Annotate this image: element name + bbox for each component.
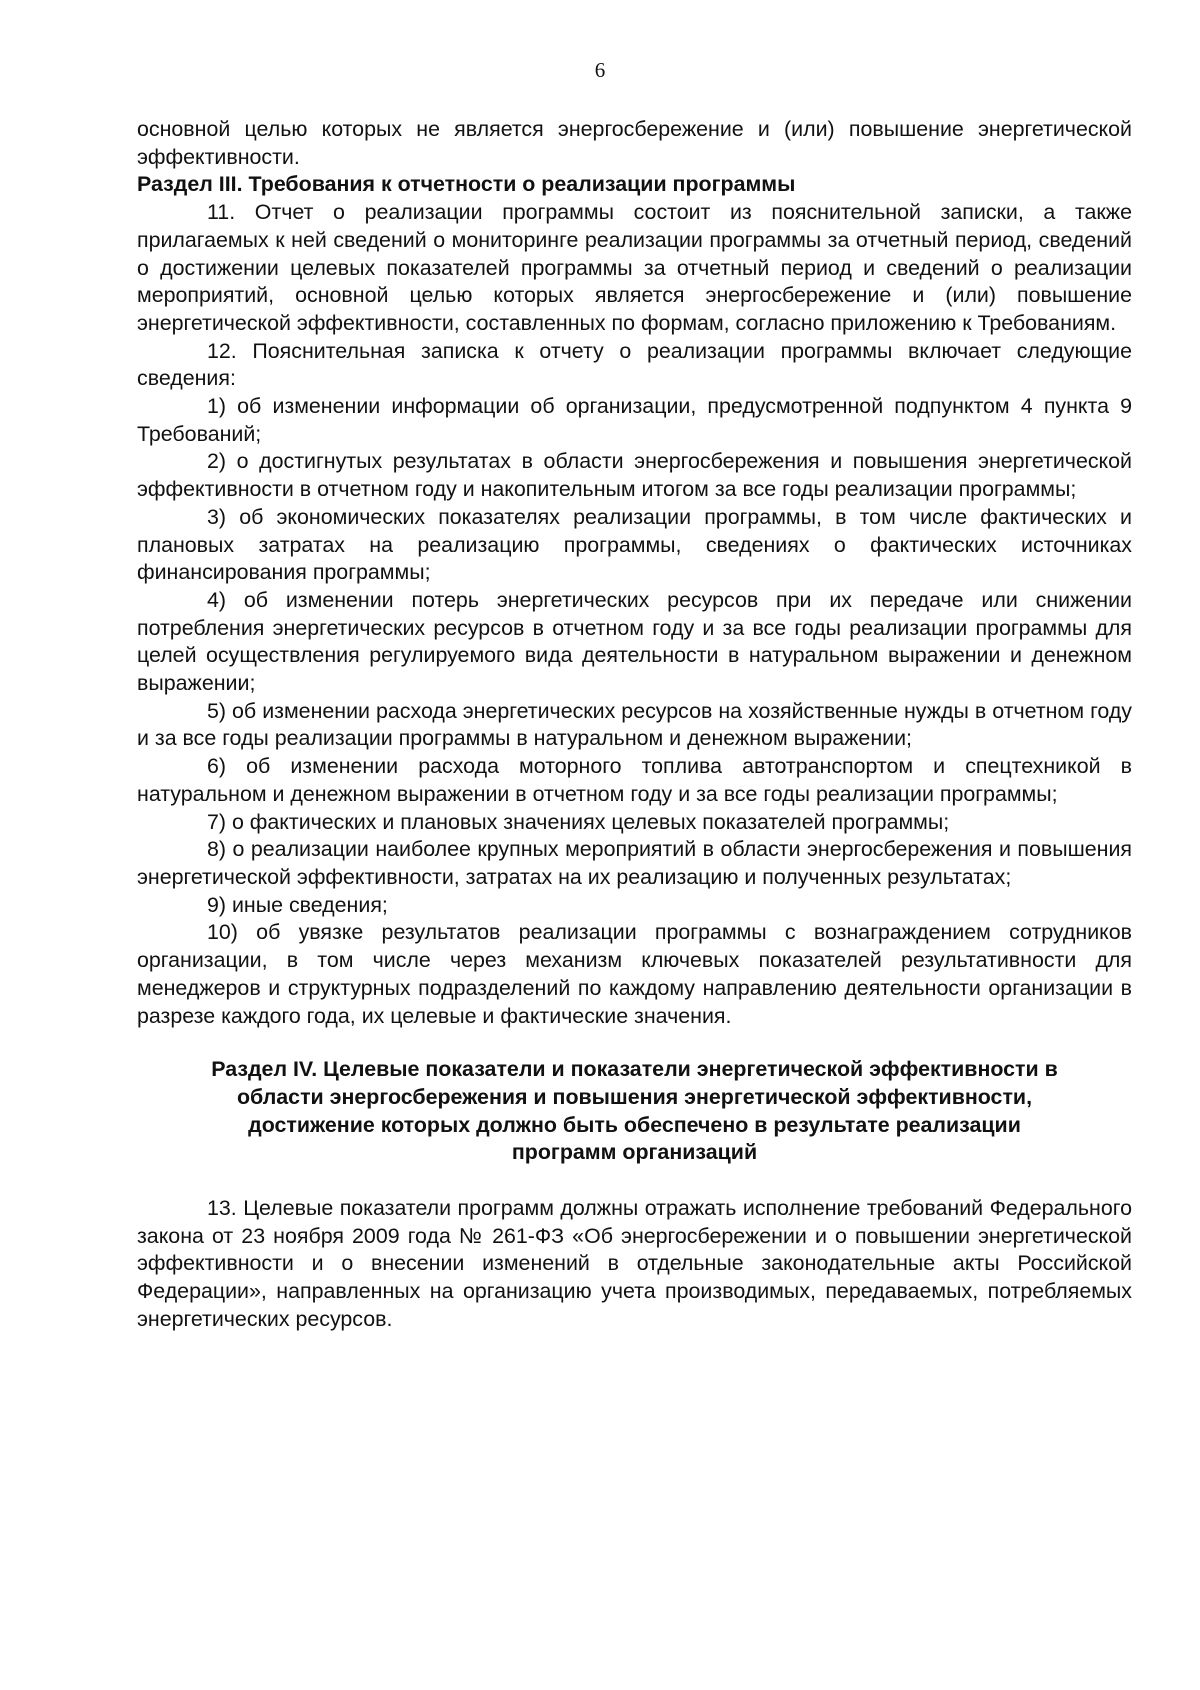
- list-item-6: 6) об изменении расхода моторного топлива автотранспортом и спецтехникой в натуральном и денежном выражении в отчетном году и за все годы реализации программы;: [137, 754, 1132, 806]
- section-4-title-line: программ организаций: [511, 1140, 758, 1165]
- section-4-title: [137, 1056, 1132, 1167]
- list-item-2: 2) о достигнутых результатах в области энергосбережения и повышения энергетической эффективности в отчетном году и накопительным итогом за все годы реализации программы;: [137, 449, 1132, 502]
- paragraph-12: 12. Пояснительная записка к отчету о реализации программы включает следующие сведения:: [137, 338, 1132, 391]
- paragraph-13: 13. Целевые показатели программ должны отражать исполнение требований Федерального закона от 23 ноября 2009 года № 261-ФЗ «Об энергосбережении и о повышении энергетической эффективности и о внесении изменений в отдельные законодательные акты Российской Федерации», направленных на организацию учета производимых, передаваемых, потребляемых энергетических ресурсов.: [137, 1196, 1132, 1331]
- list-item-1: 1) об изменении информации об организации, предусмотренной подпунктом 4 пункта 9 Требований;: [137, 394, 1132, 446]
- section-3-title: Раздел III. Требования к отчетности о реализации программы: [137, 172, 796, 197]
- section-4-title-line: достижение которых должно быть обеспечено в результате реализации: [248, 1112, 1021, 1137]
- list-item-4: 4) об изменении потерь энергетических ресурсов при их передаче или снижении потребления энергетических ресурсов в отчетном году и за все годы реализации программы для целей осуществления регулируемого вида деятельности в натуральном выражении и денежном выражении;: [137, 587, 1132, 696]
- section-4-title-line: Раздел IV. Целевые показатели и показатели энергетической эффективности в: [211, 1057, 1058, 1082]
- document-body: [137, 116, 1132, 1334]
- page-number: 6: [594, 58, 606, 82]
- section-4-title-line: области энергосбережения и повышения энергетической эффективности,: [236, 1084, 1033, 1109]
- list-item-8: 8) о реализации наиболее крупных мероприятий в области энергосбережения и повышения энергетической эффективности, затратах на их реализацию и полученных результатах;: [137, 837, 1132, 889]
- list-item-9: 9) иные сведения;: [207, 892, 388, 917]
- paragraph-11: 11. Отчет о реализации программы состоит из пояснительной записки, а также прилагаемых к ней сведений о мониторинге реализации программы за отчетный период, сведений о достижении целевых показателей программы за отчетный период и сведений о реализации мероприятий, основной целью которых является энергосбережение и (или) повышение энергетической эффективности, составленных по формам, согласно приложению к Требованиям.: [137, 200, 1132, 335]
- intro-paragraph: основной целью которых не является энергосбережение и (или) повышение энергетической эффективности.: [137, 117, 1132, 169]
- list-item-10: 10) об увязке результатов реализации программы с вознаграждением сотрудников организации, в том числе через механизм ключевых показателей результативности для менеджеров и структурных подразделений по каждому направлению деятельности организации в разрезе каждого года, их целевые и фактические значения.: [137, 920, 1132, 1028]
- list-item-5: 5) об изменении расхода энергетических ресурсов на хозяйственные нужды в отчетном году и за все годы реализации программы в натуральном и денежном выражении;: [137, 698, 1132, 751]
- list-item-7: 7) о фактических и плановых значениях целевых показателей программы;: [207, 809, 950, 834]
- list-item-3: 3) об экономических показателях реализации программы, в том числе фактических и плановых затратах на реализацию программы, сведениях о фактических источниках финансирования программы;: [137, 504, 1132, 585]
